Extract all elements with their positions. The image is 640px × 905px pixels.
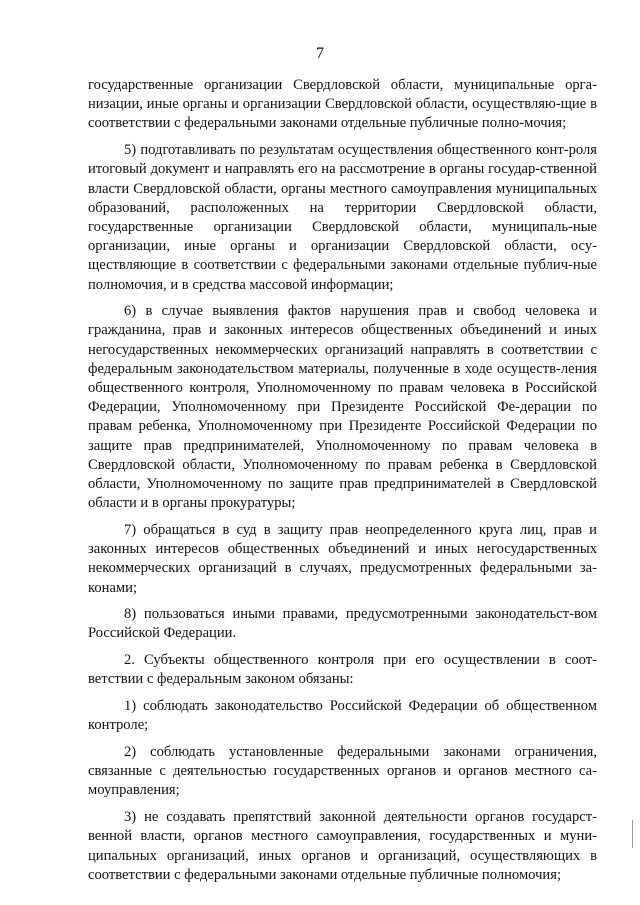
- paragraph-duty-3: 3) не создавать препятствий законной деятельности органов государст-венной власти, органов местного самоуправления, государственных и муни-ципальных организаций, иных органов и организаций, осуществляющих в соответствии с федеральными законами отдельные публичные полномочия;: [88, 809, 597, 883]
- paragraph-section-2: 2. Субъекты общественного контроля при его осуществлении в соот-ветствии с федеральным законом обязаны:: [88, 652, 597, 688]
- paragraph-continuation: государственные организации Свердловской области, муниципальные орга-низации, иные органы и организации Свердловской области, осуществляю-щие в соответствии с федеральными законами отдельные публичные полно-мочия;: [88, 77, 597, 132]
- document-body: [88, 76, 597, 892]
- page-number: 7: [316, 45, 324, 62]
- paragraph-item-8: 8) пользоваться иными правами, предусмотренными законодательст-вом Российской Федерации.: [88, 606, 597, 642]
- paragraph-item-7: 7) обращаться в суд в защиту прав неопределенного круга лиц, прав и законных интересов общественных объединений и иных негосударственных некоммерческих организаций в случаях, предусмотренных федеральными за-конами;: [88, 521, 597, 596]
- paragraph-item-6: 6) в случае выявления фактов нарушения прав и свобод человека и гражданина, прав и законных интересов общественных объединений и иных негосударственных некоммерческих организаций направлять в соответствии с федеральным законодательством материалы, полученные в ходе осуществ-ления общественного контроля, Уполномоченному по правам человека в Российской Федерации, Уполномоченному при Президенте Российской Фе-дерации по правам ребенка, Уполномоченному при Президенте Российской Федерации по защите прав предпринимателей, Уполномоченному по правам человека в Свердловской области, Уполномоченному по правам ребенка в Свердловской области, Уполномоченному по защите прав предпринимателей в Свердловской области и в органы прокуратуры;: [88, 303, 597, 512]
- paragraph-duty-1: 1) соблюдать законодательство Российской Федерации об общественном контроле;: [88, 698, 597, 734]
- paragraph-item-5: 5) подготавливать по результатам осуществления общественного конт-роля итоговый документ и направлять его на рассмотрение в органы государ-ственной власти Свердловской области, органы местного самоуправления муниципальных образований, расположенных на территории Свердловской области, государственные организации Свердловской области, муниципаль-ные организации, иные органы и организации Свердловской области, осу-ществляющие в соответствии с федеральными законами отдельные публич-ные полномочия, и в средства массовой информации;: [88, 142, 597, 293]
- paragraph-duty-2: 2) соблюдать установленные федеральными законами ограничения, связанные с деятельностью государственных органов и органов местного са-моуправления;: [88, 744, 597, 799]
- scan-edge-mark: [632, 820, 637, 848]
